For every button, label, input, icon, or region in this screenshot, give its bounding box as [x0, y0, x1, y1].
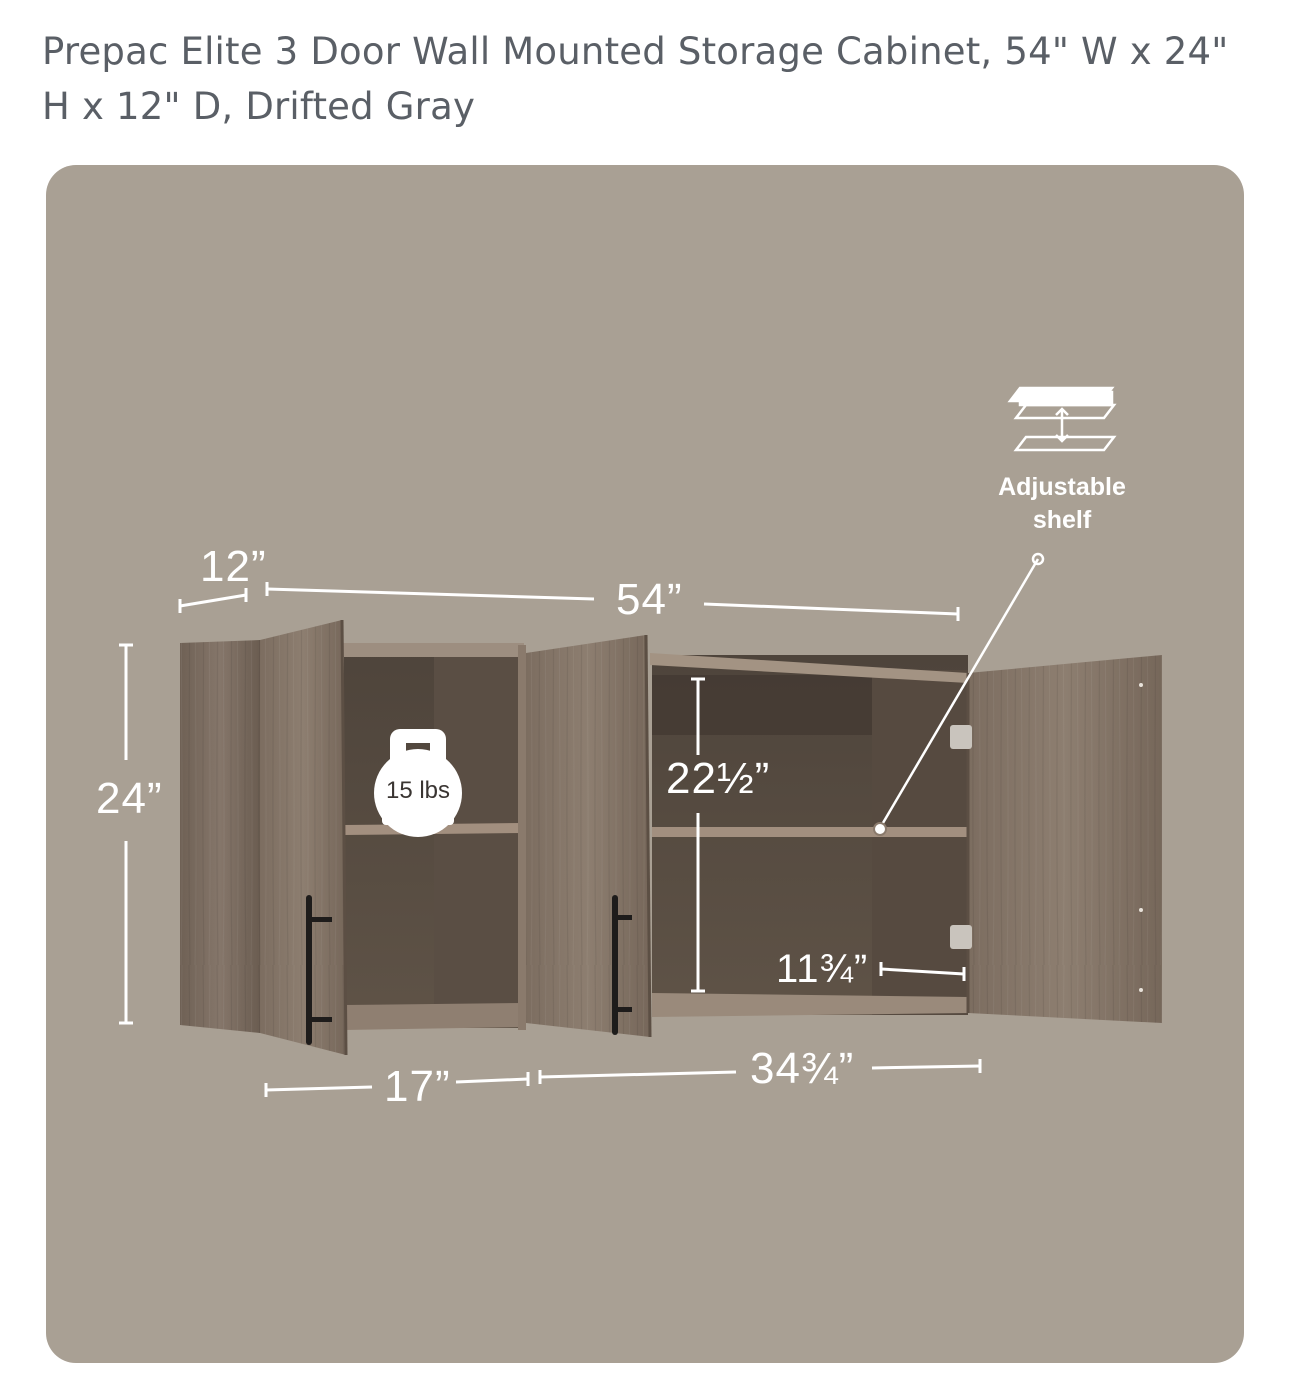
- product-title: Prepac Elite 3 Door Wall Mounted Storage Cabinet, 54" W x 24" H x 12" D, Drifted Gray: [42, 30, 1229, 128]
- cabinet-illustration: [46, 165, 1244, 1363]
- adjustable-shelf-icon: [1010, 388, 1114, 450]
- product-image[interactable]: [46, 165, 1244, 1363]
- hinge: [950, 725, 972, 749]
- height-label: 24”: [96, 774, 163, 823]
- width-label: 54”: [616, 575, 683, 624]
- right-section-width-label: 34¾”: [750, 1044, 855, 1093]
- depth-label: 12”: [200, 542, 267, 591]
- pointer-dot: [874, 823, 886, 835]
- shelf-depth-label: 11¾”: [776, 947, 869, 991]
- cabinet-body: [342, 643, 968, 1030]
- middle-door: [526, 635, 650, 1037]
- hinge: [950, 925, 972, 949]
- left-door: [180, 620, 346, 1055]
- adjustable-shelf-label: Adjustable shelf: [998, 473, 1126, 534]
- left-section-width-label: 17”: [384, 1062, 451, 1111]
- weight-capacity-label: 15 lbs: [385, 777, 451, 804]
- right-door: [950, 655, 1162, 1023]
- inner-height-label: 22½”: [666, 754, 771, 803]
